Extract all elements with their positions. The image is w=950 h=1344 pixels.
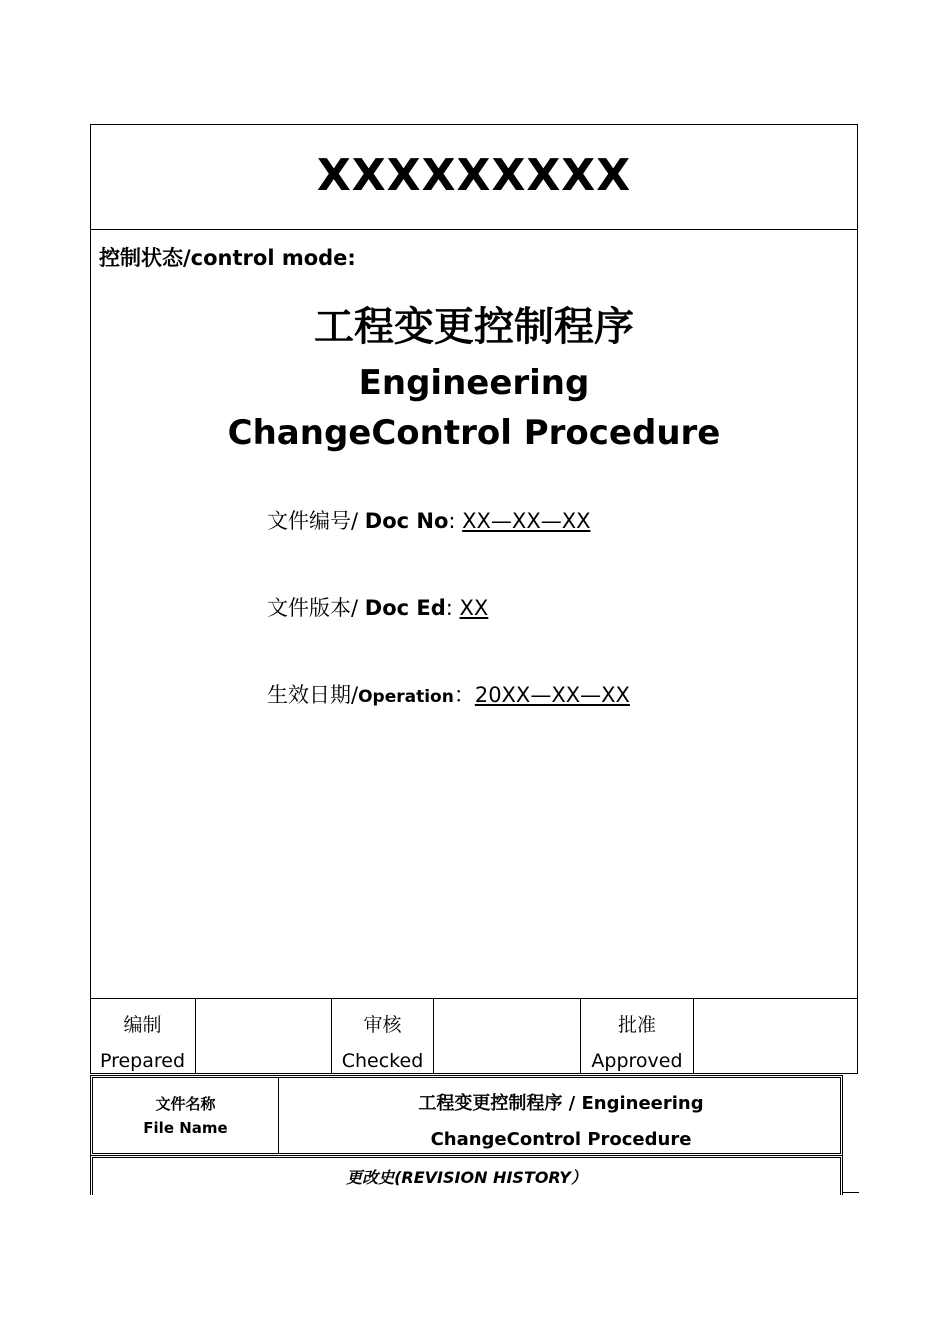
header-divider [90,229,858,230]
doc-edition-sep: : [445,596,460,620]
approved-en: Approved [591,1050,683,1072]
checked-cn: 审核 [363,1014,402,1036]
doc-edition-label: Doc Ed [364,596,446,620]
file-name-label-cn: 文件名称 [155,1095,216,1113]
operation-date-line [267,679,630,709]
checked-en: Checked [341,1050,424,1072]
prepared-en: Prepared [99,1050,186,1072]
revision-history-title: 更改史(REVISION HISTORY） [346,1168,587,1187]
doc-number-line [267,505,590,535]
operation-label: Operation [358,687,454,707]
doc-edition-line [267,592,488,622]
doc-number-prefix: 文件编号/ [267,509,365,533]
doc-number-label: Doc No [364,509,449,533]
doc-number-sep: : [448,509,463,533]
doc-edition-value: XX [459,596,489,620]
checked-label-cell [332,998,434,1074]
control-mode-label: 控制状态/control mode: [99,246,356,270]
doc-edition-prefix: 文件版本/ [267,596,365,620]
approved-label-cell [581,998,694,1074]
doc-number-value: XX—XX—XX [462,509,591,533]
title-english: Engineering ChangeControl Procedure [227,363,721,453]
checked-signature-cell[interactable] [434,998,581,1074]
company-name: XXXXXXXXX [316,150,632,201]
operation-prefix: 生效日期/ [267,683,359,707]
approved-cn: 批准 [617,1014,656,1036]
operation-sep: ： [453,683,475,707]
prepared-signature-cell[interactable] [196,998,332,1074]
file-name-value: 工程变更控制程序 / Engineering ChangeControl Procedure [418,1093,704,1150]
prepared-cn: 编制 [123,1014,162,1036]
prepared-label-cell [90,998,196,1074]
table-edge-line [843,1192,859,1193]
title-chinese: 工程变更控制程序 [314,304,634,350]
operation-date-value: 20XX—XX—XX [474,683,630,707]
file-name-label-cell [93,1078,279,1153]
file-name-label-en: File Name [143,1119,228,1137]
